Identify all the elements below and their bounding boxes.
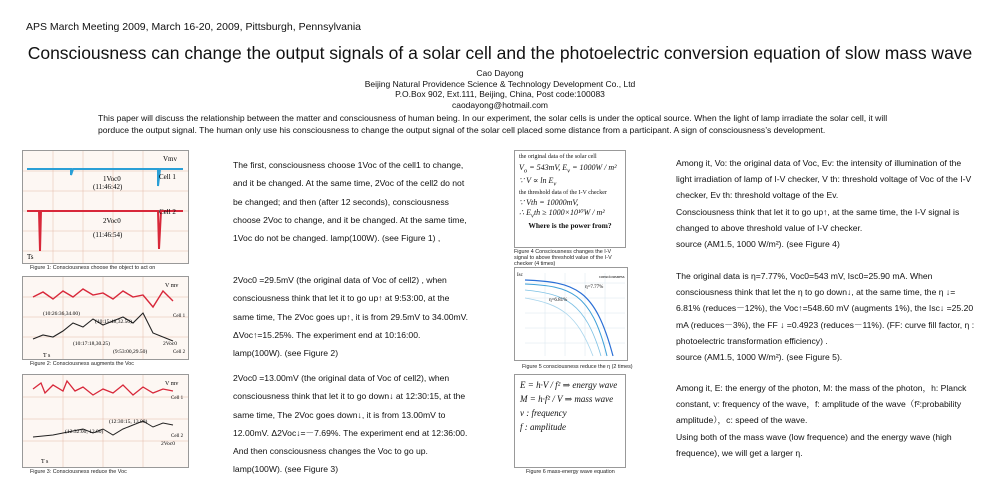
figure-6	[514, 374, 626, 468]
col4-block-3	[676, 380, 976, 461]
col4-paragraph-1: Among it, Vo: the original data of Voc, Ev: the intensity of illumination of the light irradiation of lamp of I-V checker, V th: threshold voltage of Voc of the I-V checker, Ev th: threshold voltage of the Ev.	[676, 158, 972, 201]
author-name: Cao Dayong	[476, 68, 524, 78]
fig2-t2: (10:15:48,32.50)	[95, 319, 132, 325]
figure-6-caption: Figure 6 mass-energy wave equation	[526, 469, 615, 475]
fig6-eq-mass: M = h·f² / V ⇒ mass wave	[520, 394, 614, 404]
fig1-cell2: Cell 2	[159, 208, 176, 216]
col4-paragraph-5: source (AM1.5, 1000 W/m²). (see Figure 5).	[676, 352, 843, 363]
author-block	[0, 68, 1000, 110]
fig3-cell2: Cell 2	[171, 434, 184, 439]
affiliation: Beijing Natural Providence Science & Technology Development Co., Ltd	[364, 78, 636, 89]
figure-5-caption: Figure 5 consciousness reduce the η (2 times)	[522, 364, 633, 370]
fig2-t4: (9:53:00,29.50)	[113, 349, 148, 355]
fig6-mass: mass wave	[574, 394, 614, 404]
fig6-freq: frequency	[531, 408, 567, 418]
fig1-ts: Ts	[27, 253, 34, 261]
fig1-vmv: Vmv	[163, 155, 177, 163]
fig4-question: Where is the power from?	[528, 220, 612, 230]
address: P.O.Box 902, Ext.111, Beijing, China, Post code:100083	[395, 89, 605, 99]
fig3-t1: (12:30:15, 13.00)	[109, 419, 148, 425]
figure-3-chart	[23, 375, 188, 467]
figure-1	[22, 150, 189, 264]
fig6-eq-f: f : amplitude	[520, 422, 566, 432]
col4-block-2	[676, 268, 976, 365]
fig1-t1: (11:46:42)	[93, 183, 123, 191]
figure-1-chart	[23, 151, 188, 263]
fig4-line1: the original data of the solar cell	[519, 154, 597, 160]
fig4-eq3: ∵ Vth = 10000mV,	[519, 198, 579, 208]
email: caodayong@hotmail.com	[451, 99, 549, 110]
fig1-vo1: 1Voc0	[103, 175, 121, 183]
fig4-line2: the threshold data of the I-V checker	[519, 189, 607, 196]
fig3-vo: 2Voc0	[161, 441, 175, 447]
fig1-cell1: Cell 1	[159, 173, 176, 181]
fig3-vmv: V mv	[165, 381, 179, 387]
fig3-ts: T s	[41, 459, 49, 465]
col2-paragraph-3: 2Voc0 =13.00mV (the original data of Voc of cell2), when consciousness think that let it to go down↓ at 12:30:15, at the same time, The 2Voc goes down↓, it is from 13.00mV to 12.00mV. Δ2Voc↓=－7.69%. The experiment end at 12:36:00. And then consciousness changes the Voc to go up. lamp(100W). (see Figure 3)	[233, 373, 468, 475]
fig2-t1: (10:26:36,34.00)	[43, 311, 80, 317]
figure-3-caption: Figure 3: Consciousness reduce the Voc	[30, 469, 127, 475]
fig4-eq2: ∵ $V \propto \ln E_v$	[519, 175, 557, 188]
fig4-eq4: ∴ $E_vth \ge 1000\times 10^{10}W / m^2$	[519, 207, 605, 220]
col4-paragraph-2: Consciousness think that let it to go up↑, at the same time, the I-V signal is changed to above threshold value of I-V checker.	[676, 206, 960, 233]
col4-paragraph-3: source (AM1.5, 1000 W/m²). (see Figure 4)	[676, 239, 840, 250]
fig1-t2: (11:46:54)	[93, 231, 123, 239]
fig3-t2: (12:32:00, 12.00)	[65, 429, 104, 435]
figure-5-chart	[515, 268, 627, 360]
figure-4-equations	[515, 151, 625, 232]
intro-paragraph: This paper will discuss the relationship between the matter and consciousness of human being. In our experiment, the solar cells is under the optical source. When the light of lamp irradiate the solar cell, it will porduce the output signal. The human only use his consciousness to change the output signal of the solar cell placed some distance from a participant. A sign of consciousness’s development.	[98, 113, 888, 135]
col4-paragraph-6: Among it, E: the energy of the photon, M: the mass of the photon，h: Planck constant, v: frequency of the wave，f: amplitude of the wave（f²:probability amplitude），c: speed of the wave.	[676, 383, 967, 426]
figure-3	[22, 374, 189, 468]
fig2-vmv: V mv	[165, 283, 179, 289]
figure-4	[514, 150, 626, 248]
figure-2-chart	[23, 277, 188, 359]
col4-paragraph-4: The original data is η=7.77%, Voc0=543 mV, Isc0=25.90 mA. When consciousness think that let the η to go down↓, at the same time, the η ↓= 6.81% (reduces－12%), the Voc↑=548.60 mV (augments 1%), the Isc↓ =25.20 mA (reduces－3%), the FF ↓ =0.4923 (reduces－11%). (FF: curve fill factor, η : photoelectric transformation efficiency) .	[676, 271, 975, 346]
fig2-ts: T s	[43, 353, 51, 359]
fig5-e1: η=7.77%	[585, 285, 604, 290]
fig5-y: Isc	[517, 273, 523, 278]
fig2-t3: (10:17:18,30.25)	[73, 341, 110, 347]
fig5-legend: consciousness	[599, 274, 625, 279]
fig2-cell2: Cell 2	[173, 350, 186, 355]
fig3-cell1: Cell 1	[171, 396, 184, 401]
fig6-eq-v: v : frequency	[520, 408, 567, 418]
figure-2	[22, 276, 189, 360]
fig6-energy: energy wave	[572, 380, 618, 390]
col4-block-1	[676, 155, 976, 252]
fig6-amp: amplitude	[530, 422, 566, 432]
fig2-cell1: Cell 1	[173, 314, 186, 319]
figure-6-equations	[515, 375, 625, 437]
col2-paragraph-1: The first, consciousness choose 1Voc of the cell1 to change, and it be changed. At the same time, 2Voc of the cell2 do not be changed; and then (after 12 seconds), consciousness choose 2Voc to change, and it be changed. At the same time, 1Voc do not be changed. lamp(100W). (see Figure 1) ,	[233, 160, 467, 244]
fig1-vo2: 2Voc0	[103, 217, 121, 225]
col4-paragraph-7: Using both of the mass wave (low frequence) and the energy wave (high frequence), we will get a larger η.	[676, 431, 952, 458]
fig6-eq-energy: E = h·V / f² ⇒ energy wave	[520, 380, 618, 390]
figure-2-caption: Figure 2: Consciousness augments the Voc	[30, 361, 134, 367]
figure-1-caption: Figure 1: Consciousness choose the object to act on	[30, 265, 156, 271]
col2-paragraph-2: 2Voc0 =29.5mV (the original data of Voc of cell2) , when consciousness think that let it to go up↑ at 9:53:00, at the same time, The 2Voc goes up↑, it is from 29.5mV to 34.00mV. ΔVoc↑=15.25%. The experiment end at 10:16:00. lamp(100W). (see Figure 2)	[233, 275, 469, 359]
fig4-eq1: $V_o = 543mV$, $E_v = 1000W / m^2$	[519, 162, 617, 175]
fig5-e2: η=6.81%	[549, 298, 568, 303]
figure-4-caption: Figure 4 Consciousness changes the I-V signal to above threshold value of the I-V checker (4 times)	[514, 249, 612, 267]
fig2-vo: 2Voc0	[163, 341, 177, 347]
conference-line: APS March Meeting 2009, March 16-20, 2009, Pittsburgh, Pennsylvania	[26, 21, 362, 33]
figure-5	[514, 267, 628, 361]
page-title: Consciousness can change the output signals of a solar cell and the photoelectric conversion equation of slow mass wave	[27, 43, 973, 63]
